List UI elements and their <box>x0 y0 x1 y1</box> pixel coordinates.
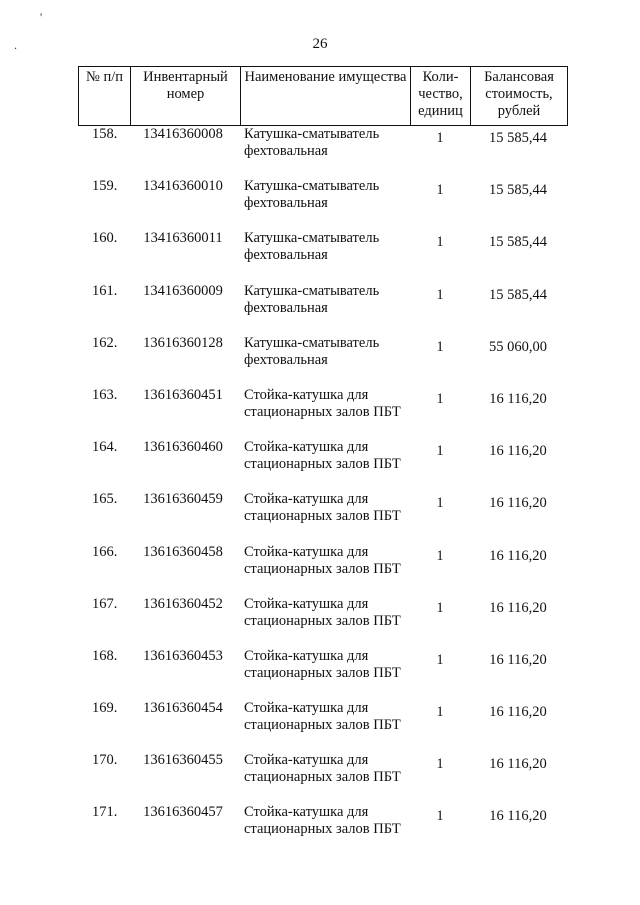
row-inventory: 13616360451 <box>143 386 223 403</box>
row-value: 16 116,20 <box>489 704 547 721</box>
row-value: 16 116,20 <box>489 443 547 460</box>
row-inventory: 13616360460 <box>143 439 223 456</box>
row-inventory: 13616360457 <box>143 804 223 821</box>
row-num: 162. <box>92 334 118 351</box>
row-name: Катушка-сматыватель фехтовальная <box>244 230 380 264</box>
table-row <box>78 544 568 596</box>
inventory-table <box>78 66 568 857</box>
row-value: 15 585,44 <box>489 286 547 303</box>
table-row <box>78 126 568 178</box>
header-num: № п/п <box>79 67 131 125</box>
row-value: 15 585,44 <box>489 182 547 199</box>
row-num: 159. <box>92 178 118 195</box>
row-qty: 1 <box>436 547 444 564</box>
table-row <box>78 439 568 491</box>
row-num: 163. <box>92 386 118 403</box>
row-num: 167. <box>92 595 118 612</box>
header-qty: Коли-чество, единиц <box>411 67 471 125</box>
row-name: Стойка-катушка для стационарных залов ПБТ <box>244 804 401 838</box>
row-num: 160. <box>92 230 118 247</box>
row-value: 15 585,44 <box>489 130 547 146</box>
row-name: Катушка-сматыватель фехтовальная <box>244 282 380 316</box>
table-header <box>78 66 568 126</box>
row-qty: 1 <box>436 390 444 407</box>
row-name: Катушка-сматыватель фехтовальная <box>244 178 380 212</box>
row-name: Стойка-катушка для стационарных залов ПБТ <box>244 386 401 420</box>
table-row <box>78 283 568 335</box>
row-qty: 1 <box>436 756 444 773</box>
row-qty: 1 <box>436 495 444 512</box>
row-value: 16 116,20 <box>489 390 547 407</box>
row-num: 169. <box>92 700 118 717</box>
row-value: 16 116,20 <box>489 808 547 825</box>
row-num: 165. <box>92 491 118 508</box>
page-number: 26 <box>312 36 328 52</box>
row-inventory: 13416360008 <box>143 126 223 142</box>
row-num: 161. <box>92 282 118 299</box>
header-inventory: Инвентарный номер <box>131 67 241 125</box>
row-qty: 1 <box>436 704 444 721</box>
row-value: 15 585,44 <box>489 234 547 251</box>
row-value: 16 116,20 <box>489 756 547 773</box>
row-inventory: 13616360454 <box>143 700 223 717</box>
scan-mark-top: ' <box>40 10 43 24</box>
table-row <box>78 596 568 648</box>
row-num: 168. <box>92 647 118 664</box>
table-row <box>78 178 568 230</box>
header-name: Наименование имущества <box>241 67 411 125</box>
scan-mark-left: . <box>14 38 17 52</box>
row-qty: 1 <box>436 808 444 825</box>
table-body <box>78 126 568 857</box>
row-inventory: 13616360459 <box>143 491 223 508</box>
row-value: 16 116,20 <box>489 547 547 564</box>
row-value: 55 060,00 <box>489 338 547 355</box>
table-row <box>78 648 568 700</box>
row-qty: 1 <box>436 130 444 146</box>
row-inventory: 13616360455 <box>143 752 223 769</box>
row-qty: 1 <box>436 338 444 355</box>
table-row <box>78 491 568 543</box>
row-inventory: 13416360009 <box>143 282 223 299</box>
row-qty: 1 <box>436 599 444 616</box>
row-inventory: 13416360010 <box>143 178 223 195</box>
row-name: Стойка-катушка для стационарных залов ПБТ <box>244 491 401 525</box>
row-name: Катушка-сматыватель фехтовальная <box>244 334 380 368</box>
row-inventory: 13616360453 <box>143 647 223 664</box>
table-row <box>78 752 568 804</box>
table-row <box>78 230 568 282</box>
row-inventory: 13616360128 <box>143 334 223 351</box>
table-row <box>78 387 568 439</box>
row-name: Стойка-катушка для стационарных залов ПБТ <box>244 543 401 577</box>
row-name: Стойка-катушка для стационарных залов ПБТ <box>244 647 401 681</box>
row-qty: 1 <box>436 182 444 199</box>
header-value: Балансовая стоимость, рублей <box>484 69 554 119</box>
row-name: Катушка-сматыватель фехтовальная <box>244 126 380 159</box>
table-row <box>78 700 568 752</box>
row-inventory: 13616360458 <box>143 543 223 560</box>
row-value: 16 116,20 <box>489 599 547 616</box>
row-num: 158. <box>92 126 118 142</box>
row-name: Стойка-катушка для стационарных залов ПБТ <box>244 595 401 629</box>
row-name: Стойка-катушка для стационарных залов ПБТ <box>244 752 401 786</box>
row-qty: 1 <box>436 443 444 460</box>
row-inventory: 13416360011 <box>143 230 223 247</box>
row-num: 164. <box>92 439 118 456</box>
table-row <box>78 335 568 387</box>
row-name: Стойка-катушка для стационарных залов ПБТ <box>244 700 401 734</box>
row-qty: 1 <box>436 234 444 251</box>
row-qty: 1 <box>436 286 444 303</box>
row-num: 170. <box>92 752 118 769</box>
table-row <box>78 804 568 856</box>
row-num: 166. <box>92 543 118 560</box>
row-qty: 1 <box>436 651 444 668</box>
row-inventory: 13616360452 <box>143 595 223 612</box>
row-name: Стойка-катушка для стационарных залов ПБТ <box>244 439 401 473</box>
row-num: 171. <box>92 804 118 821</box>
row-value: 16 116,20 <box>489 495 547 512</box>
row-value: 16 116,20 <box>489 651 547 668</box>
